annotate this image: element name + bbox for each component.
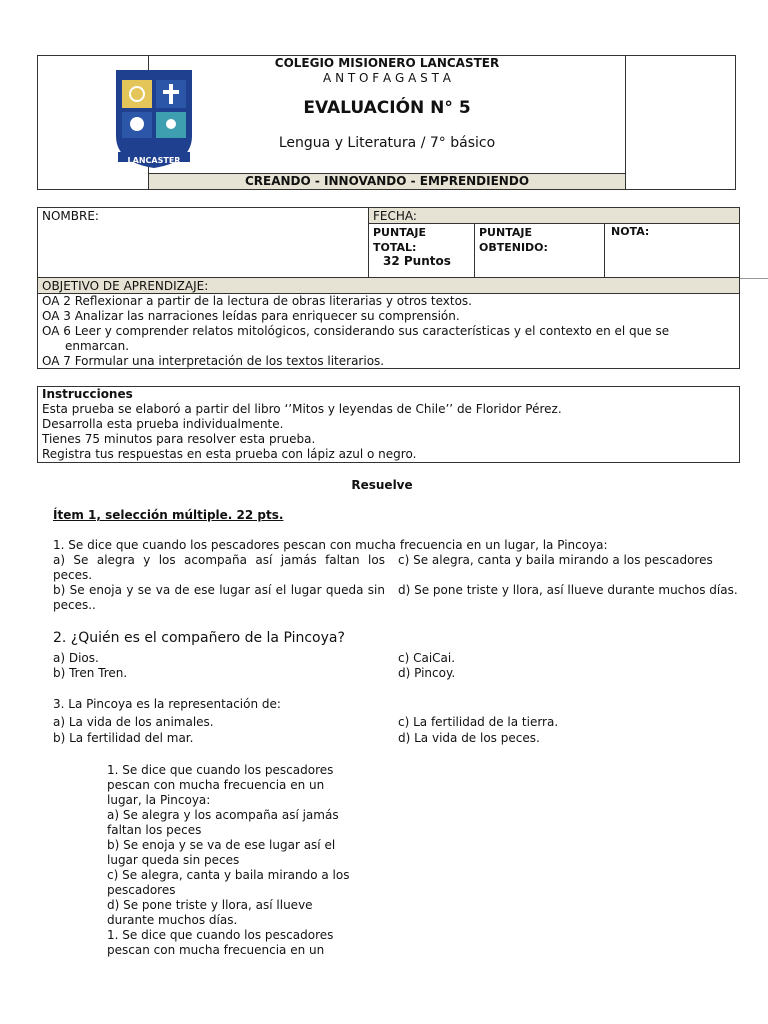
question-1-option-c: c) Se alegra, canta y baila mirando a los pescadores [398, 553, 713, 567]
question-2-option-b: b) Tren Tren. [53, 666, 128, 680]
puntaje-total-label: PUNTAJE TOTAL: [373, 226, 426, 254]
resuelve-heading: Resuelve [351, 478, 413, 492]
objetivo-body [37, 293, 740, 369]
repeated-line: b) Se enoja y se va de ese lugar así el [107, 838, 336, 852]
oa-3: OA 3 Analizar las narraciones leídas para enriquecer su comprensión. [42, 309, 460, 323]
repeated-line: lugar, la Pincoya: [107, 793, 211, 807]
repeated-line: a) Se alegra y los acompaña así jamás [107, 808, 339, 822]
repeated-line: lugar queda sin peces [107, 853, 240, 867]
repeated-line: pescan con mucha frecuencia en un [107, 778, 325, 792]
question-3-option-b: b) La fertilidad del mar. [53, 731, 194, 745]
nota-cell [604, 223, 740, 278]
question-3-option-a: a) La vida de los animales. [53, 715, 214, 729]
school-city: A N T O F A G A S T A [323, 71, 451, 85]
question-3-stem: 3. La Pincoya es la representación de: [53, 697, 281, 711]
school-motto: CREANDO - INNOVANDO - EMPRENDIENDO [149, 174, 625, 189]
school-name: COLEGIO MISIONERO LANCASTER [274, 56, 500, 70]
instruction-line: Desarrolla esta prueba individualmente. [42, 417, 284, 431]
instructions-box [37, 386, 740, 463]
question-2-stem: 2. ¿Quién es el compañero de la Pincoya? [53, 630, 345, 646]
repeated-line: durante muchos días. [107, 913, 238, 927]
question-3-option-c: c) La fertilidad de la tierra. [398, 715, 559, 729]
question-1-option-a: a) Se alegra y los acompaña así jamás faltan los peces. [53, 553, 385, 582]
repeated-question-block [107, 763, 367, 958]
puntaje-total-cell [368, 223, 475, 278]
instruction-line: Registra tus respuestas en esta prueba con lápiz azul o negro. [42, 447, 417, 461]
puntaje-obtenido-label: PUNTAJE OBTENIDO: [479, 226, 548, 254]
nombre-cell [37, 207, 369, 278]
question-2-option-c: c) CaiCai. [398, 651, 456, 665]
logo-text: LANCASTER [127, 156, 181, 165]
objetivo-label: OBJETIVO DE APRENDIZAJE: [42, 279, 209, 293]
item1-title: Ítem 1, selección múltiple. 22 pts. [53, 508, 284, 522]
oa-6-cont: enmarcan. [65, 339, 130, 353]
puntaje-total-value: 32 Puntos [383, 254, 451, 268]
repeated-line: c) Se alegra, canta y baila mirando a los [107, 868, 350, 882]
nombre-label: NOMBRE: [42, 209, 99, 223]
fecha-label: FECHA: [373, 209, 417, 223]
question-2-option-d: d) Pincoy. [398, 666, 456, 680]
subject-title: Lengua y Literatura / 7° básico [278, 135, 496, 151]
instruction-line: Tienes 75 minutos para resolver esta prueba. [42, 432, 316, 446]
question-1-option-d: d) Se pone triste y llora, así llueve durante muchos días. [398, 583, 738, 597]
fecha-cell [368, 207, 740, 224]
repeated-line: faltan los peces [107, 823, 202, 837]
puntaje-obtenido-cell [474, 223, 605, 278]
repeated-line: 1. Se dice que cuando los pescadores [107, 928, 334, 942]
repeated-line: d) Se pone triste y llora, así llueve [107, 898, 313, 912]
repeated-line: pescadores [107, 883, 176, 897]
objetivo-extra-line [740, 278, 768, 279]
oa-2: OA 2 Reflexionar a partir de la lectura de obras literarias y otros textos. [42, 294, 472, 308]
question-1-option-b: b) Se enoja y se va de ese lugar así el lugar queda sin peces.. [53, 583, 385, 612]
question-1-stem: 1. Se dice que cuando los pescadores pescan con mucha frecuencia en un lugar, la Pincoya: [53, 538, 608, 552]
objetivo-header [37, 277, 740, 294]
oa-7: OA 7 Formular una interpretación de los textos literarios. [42, 354, 385, 368]
question-2-option-a: a) Dios. [53, 651, 99, 665]
nota-label: NOTA: [611, 225, 650, 238]
evaluation-title: EVALUACIÓN N° 5 [303, 98, 471, 118]
instructions-title: Instrucciones [42, 387, 133, 401]
instruction-line: Esta prueba se elaboró a partir del libro ‘’Mitos y leyendas de Chile’’ de Floridor Pérez. [42, 402, 562, 416]
repeated-line: 1. Se dice que cuando los pescadores [107, 763, 334, 777]
question-3-option-d: d) La vida de los peces. [398, 731, 540, 745]
oa-6: OA 6 Leer y comprender relatos mitológicos, considerando sus características y el contexto en el que se [42, 324, 670, 338]
repeated-line: pescan con mucha frecuencia en un [107, 943, 325, 957]
